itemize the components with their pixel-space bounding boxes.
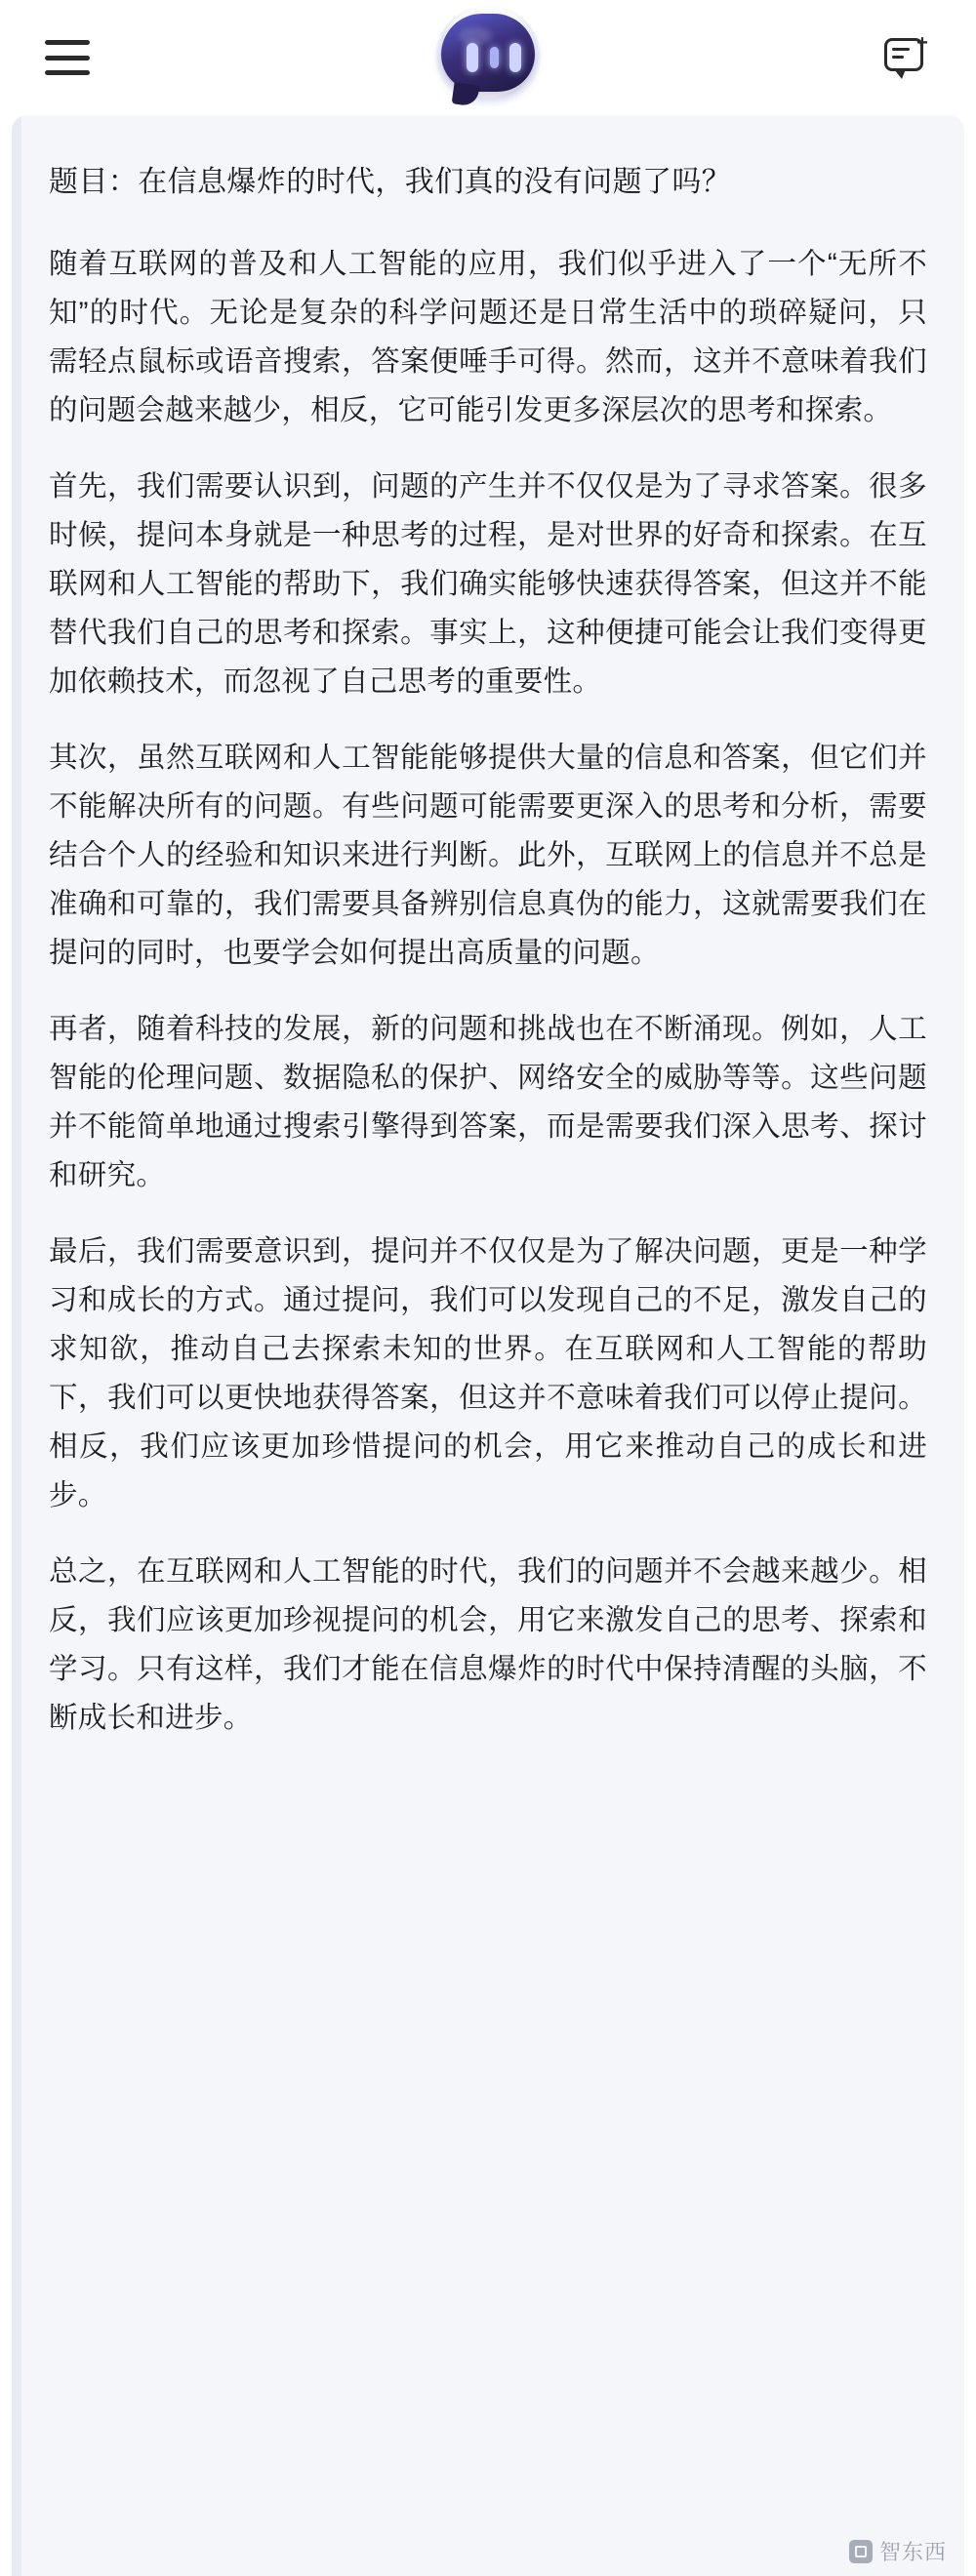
robot-assistant-avatar[interactable] [435,6,541,107]
article-paragraph: 随着互联网的普及和人工智能的应用，我们似乎进入了一个“无所不知”的时代。无论是复杂的科学问题还是日常生活中的琐碎疑问，只需轻点鼠标或语音搜索，答案便唾手可得。然而，这并不意味着我们的问题会越来越少，相反，它可能引发更多深层次的思考和探索。 [49,248,927,426]
article-paragraph: 最后，我们需要意识到，提问并不仅仅是为了解决问题，更是一种学习和成长的方式。通过提问，我们可以发现自己的不足，激发自己的求知欲，推动自己去探索未知的世界。在互联网和人工智能的帮助下，我们可以更快地获得答案，但这并不意味着我们可以停止提问。相反，我们应该更加珍惜提问的机会，用它来推动自己的成长和进步。 [49,1235,927,1511]
avatar-eye-left-icon [467,43,478,72]
menu-line-1 [45,40,90,45]
article-body [49,158,927,1743]
chat-line-1 [892,48,910,51]
article-paragraph: 再者，随着科技的发展，新的问题和挑战也在不断涌现。例如，人工智能的伦理问题、数据隐私的保护、网络安全的威胁等等。这些问题并不能简单地通过搜索引擎得到答案，而是需要我们深入思考、探讨和研究。 [49,1013,927,1191]
menu-line-2 [45,56,90,60]
top-bar [0,0,976,115]
article-paragraph: 总之，在互联网和人工智能的时代，我们的问题并不会越来越少。相反，我们应该更加珍视提问的机会，用它来激发自己的思考、探索和学习。只有这样，我们才能在信息爆炸的时代中保持清醒的头脑，不断成长和进步。 [49,1555,927,1734]
watermark-logo-icon [849,2540,873,2563]
answer-card[interactable] [12,115,964,2576]
article-paragraph: 其次，虽然互联网和人工智能能够提供大量的信息和答案，但它们并不能解决所有的问题。有些问题可能需要更深入的思考和分析，需要结合个人的经验和知识来进行判断。此外，互联网上的信息并不总是准确和可靠的，我们需要具备辨别信息真伪的能力，这就需要我们在提问的同时，也要学会如何提出高质量的问题。 [49,742,927,969]
chat-line-2 [892,56,904,59]
avatar-eye-mid-icon [490,47,499,68]
menu-line-3 [45,70,90,75]
avatar-body-icon [441,14,535,92]
hamburger-menu-icon[interactable] [45,40,90,75]
watermark [849,2536,947,2566]
plus-icon: + [916,32,928,54]
article-paragraph: 首先，我们需要认识到，问题的产生并不仅仅是为了寻求答案。很多时候，提问本身就是一种思考的过程，是对世界的好奇和探索。在互联网和人工智能的帮助下，我们确实能够快速获得答案，但这并不能替代我们自己的思考和探索。事实上，这种便捷可能会让我们变得更加依赖技术，而忽视了自己思考的重要性。 [49,470,927,698]
avatar-face-icon [467,43,521,76]
new-chat-icon[interactable] [884,32,931,80]
watermark-text: 智东西 [878,2540,947,2564]
avatar-eye-right-icon [509,43,521,72]
article-title: 题目：在信息爆炸的时代，我们真的没有问题了吗？ [49,166,732,198]
